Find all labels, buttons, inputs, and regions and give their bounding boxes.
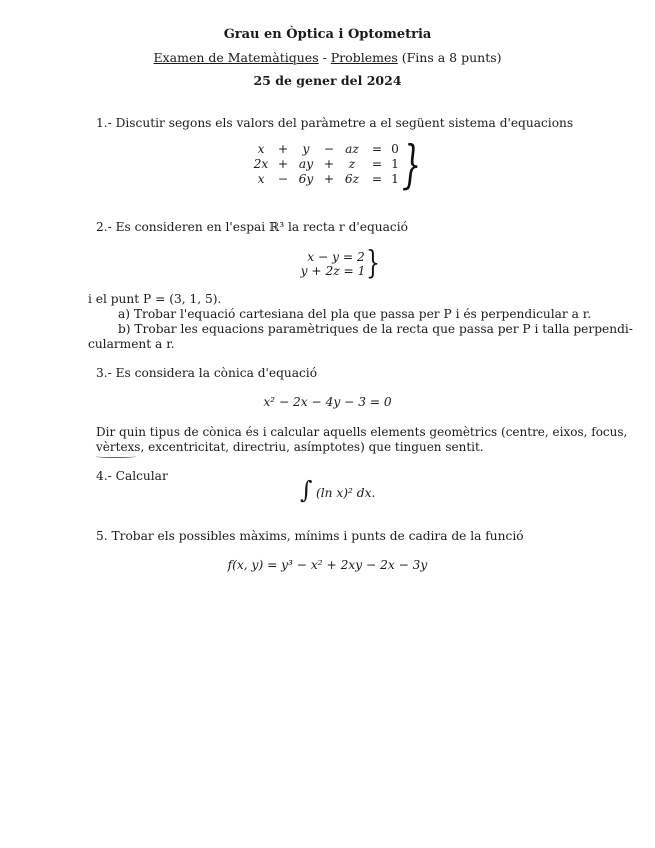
spellcheck-word: vèrtexs bbox=[96, 440, 141, 454]
problem-3-line-2 bbox=[96, 440, 484, 454]
subtitle-points: (Fins a 8 punts) bbox=[397, 50, 502, 65]
integrand: (ln x)² dx. bbox=[316, 486, 376, 500]
exam-subtitle bbox=[0, 50, 655, 65]
problem-2-point: i el punt P = (3, 1, 5). bbox=[88, 292, 222, 306]
problem-5-statement: 5. Trobar els possibles màxims, mínims i punts de cadira de la funció bbox=[96, 529, 524, 543]
spellcheck-underline bbox=[96, 454, 136, 458]
line-equation-2: y + 2z = 1 bbox=[300, 264, 366, 278]
system-row-3: x − 6y + 6z = 1 bbox=[257, 172, 399, 186]
problem-2-part-b: b) Trobar les equacions paramètriques de la recta que passa per P i talla perpendi- bbox=[118, 322, 633, 336]
problem-4-statement: 4.- Calcular bbox=[96, 469, 168, 483]
problem-2-statement: 2.- Es consideren en l'espai ℝ³ la recta r d'equació bbox=[96, 220, 408, 234]
course-title: Grau en Òptica i Optometria bbox=[223, 27, 432, 42]
function-definition: f(x, y) = y³ − x² + 2xy − 2x − 3y bbox=[227, 558, 428, 572]
exam-date: 25 de gener del 2024 bbox=[253, 73, 402, 88]
problem-3-line-2-rest: , excentricitat, directriu, asímptotes) que tinguen sentit. bbox=[140, 440, 484, 454]
problem-3-line-1: Dir quin tipus de cònica és i calcular aquells elements geomètrics (centre, eixos, focus, bbox=[96, 425, 628, 439]
system-row-1: x + y − az = 0 bbox=[257, 142, 399, 156]
subtitle-separator: - bbox=[318, 50, 331, 65]
system-row-2: 2x + ay + z = 1 bbox=[253, 157, 399, 171]
problem-3-statement: 3.- Es considera la cònica d'equació bbox=[96, 366, 318, 380]
conic-equation: x² − 2x − 4y − 3 = 0 bbox=[263, 395, 392, 409]
problem-1-system bbox=[250, 136, 422, 196]
integral-sign: ∫ bbox=[300, 476, 313, 504]
problem-2-part-a: a) Trobar l'equació cartesiana del pla que passa per P i és perpendicular a r. bbox=[118, 307, 592, 321]
line-equation-1: x − y = 2 bbox=[307, 250, 365, 264]
line-right-brace: } bbox=[366, 246, 380, 283]
problem-1-statement: 1.- Discutir segons els valors del paràmetre a el següent sistema d'equacions bbox=[96, 116, 574, 130]
system-right-brace: } bbox=[402, 136, 422, 196]
subtitle-exam: Examen de Matemàtiques bbox=[153, 50, 319, 65]
subtitle-problems: Problemes bbox=[330, 50, 398, 65]
problem-2-part-b-continued: cularment a r. bbox=[88, 337, 175, 351]
